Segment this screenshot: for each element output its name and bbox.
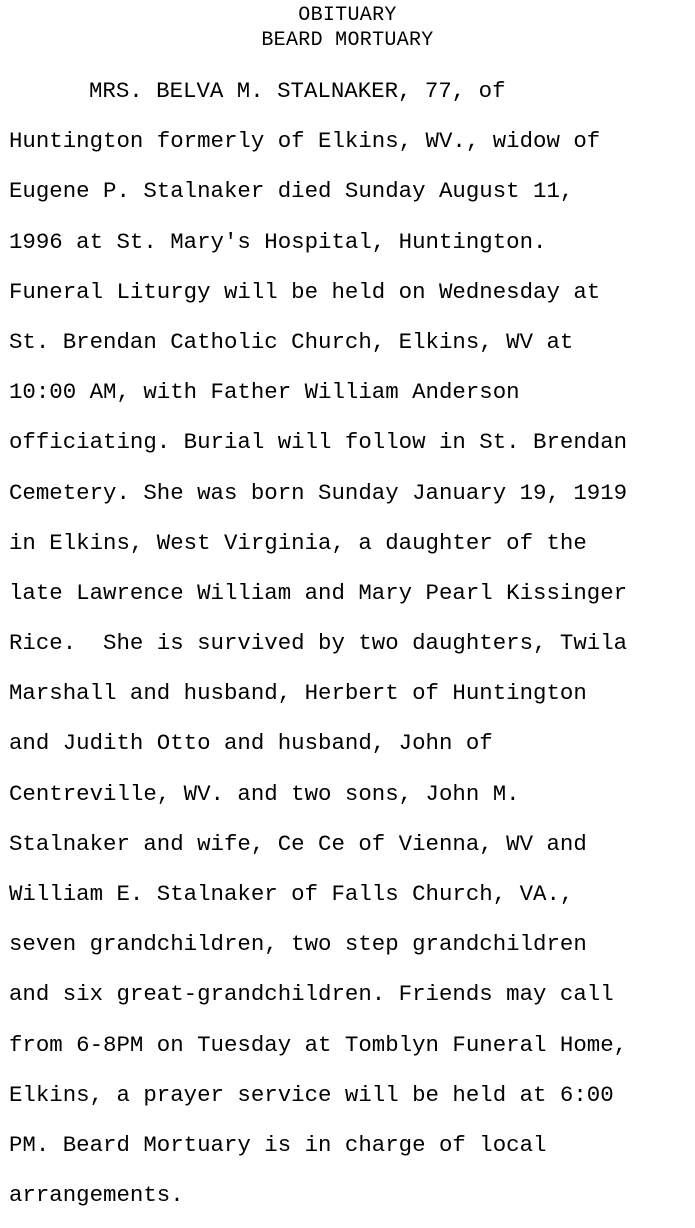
text-line: Elkins, a prayer service will be held at 6:00 (9, 1081, 614, 1108)
text-line: arrangements. (9, 1182, 184, 1209)
text-line: Centreville, WV. and two sons, John M. (9, 780, 520, 807)
text-line: and Judith Otto and husband, John of (9, 730, 493, 757)
text-line: Rice. She is survived by two daughters, Twila (9, 630, 628, 657)
text-line: in Elkins, West Virginia, a daughter of the (9, 529, 587, 556)
text-line: PM. Beard Mortuary is in charge of local (9, 1131, 547, 1158)
text-line: St. Brendan Catholic Church, Elkins, WV at (9, 328, 574, 355)
text-line: Marshall and husband, Herbert of Huntington (9, 680, 587, 707)
text-line: 10:00 AM, with Father William Anderson (9, 379, 520, 406)
text-line: MRS. BELVA M. STALNAKER, 77, of (89, 78, 506, 104)
text-line: late Lawrence William and Mary Pearl Kissinger (9, 579, 628, 606)
text-line: Huntington formerly of Elkins, WV., widow of (9, 128, 601, 155)
text-line: William E. Stalnaker of Falls Church, VA., (9, 881, 574, 907)
obituary-body (9, 74, 689, 1228)
document-title: OBITUARY (298, 4, 397, 27)
text-line: 1996 at St. Mary's Hospital, Huntington. (9, 228, 547, 255)
text-line: seven grandchildren, two step grandchildren (9, 931, 587, 958)
text-line: Funeral Liturgy will be held on Wednesday at (9, 278, 601, 305)
text-line: Cemetery. She was born Sunday January 19, 1919 (9, 479, 628, 506)
text-line: and six great-grandchildren. Friends may call (9, 981, 614, 1008)
document-subtitle: BEARD MORTUARY (261, 29, 434, 52)
text-line: Eugene P. Stalnaker died Sunday August 11, (9, 178, 574, 205)
text-line: from 6-8PM on Tuesday at Tomblyn Funeral Home, (9, 1031, 628, 1058)
text-line: Stalnaker and wife, Ce Ce of Vienna, WV and (9, 830, 587, 857)
text-line: officiating. Burial will follow in St. Brendan (9, 429, 628, 456)
